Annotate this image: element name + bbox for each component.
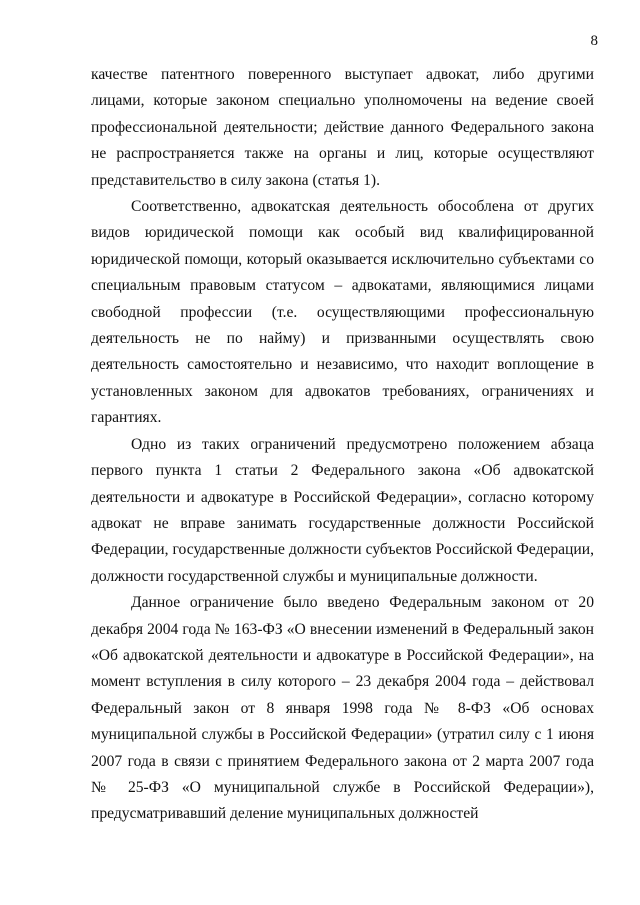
paragraph: Одно из таких ограничений предусмотрено положением абзаца первого пункта 1 статьи 2 Федерального закона «Об адвокатской деятельности и адвокатуре в Российской Федерации», согласно которому адвокат не вправе занимать государственные должности Российской Федерации, государственные должности субъектов Российской Федерации, должности государственной службы и муниципальные должности. (91, 435, 594, 585)
paragraph-continued: качестве патентного поверенного выступает адвокат, либо другими лицами, которые законом специально уполномочены на ведение своей профессиональной деятельности; действие данного Федерального закона не распространяется также на органы и лиц, которые осуществляют представительство в силу закона (статья 1). (91, 66, 594, 189)
page-number: 8 (590, 33, 598, 49)
paragraph: Данное ограничение было введено Федеральным законом от 20 декабря 2004 года № 163-ФЗ «О внесении изменений в Федеральный закон «Об адвокатской деятельности и адвокатуре в Российской Федерации», на момент вступления в силу которого – 23 декабря 2004 года – действовал Федеральный закон от 8 января 1998 года № 8-ФЗ «Об основах муниципальной службы в Российской Федерации» (утратил силу с 1 июня 2007 года в связи с принятием Федерального закона от 2 марта 2007 года № 25-ФЗ «О муниципальной службе в Российской Федерации»), предусматривавший деление муниципальных должностей (91, 594, 594, 823)
page-body (91, 62, 594, 828)
paragraph: Соответственно, адвокатская деятельность обособлена от других видов юридической помощи как особый вид квалифицированной юридической помощи, который оказывается исключительно субъектами со специальным правовым статусом – адвокатами, являющимися лицами свободной профессии (т.е. осуществляющими профессиональную деятельность не по найму) и призванными осуществлять свою деятельность самостоятельно и независимо, что находит воплощение в установленных законом для адвокатов требованиях, ограничениях и гарантиях. (91, 198, 594, 427)
